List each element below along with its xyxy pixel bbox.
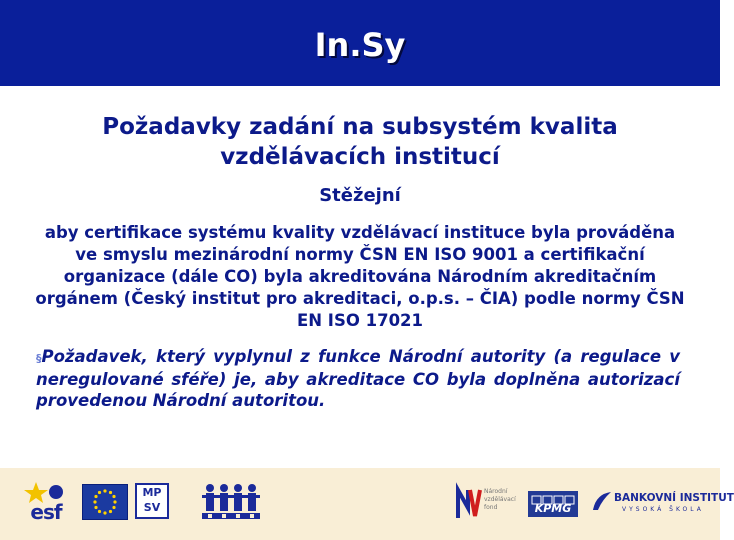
main-paragraph: aby certifikace systému kvality vzdělávací instituce byla prováděna ve smyslu mezinárodní normy ČSN EN ISO 9001 a certifikační organizace (dále CO) byla akreditována Národním akreditačním orgánem (Český institut pro akreditaci, o.p.s. – ČIA) podle normy ČSN EN ISO 17021	[35, 223, 685, 330]
people-icon	[200, 482, 262, 522]
note-bullet: §	[36, 352, 42, 365]
slide-subtitle: Stěžejní	[319, 185, 401, 206]
header-bar	[0, 0, 720, 86]
mpsv-logo	[135, 483, 169, 519]
mpsv-line-2: SV	[143, 501, 161, 514]
kpmg-text: KPMG	[534, 502, 572, 515]
bank-wing-icon	[592, 490, 612, 514]
esf-logo-text: esf	[30, 500, 62, 524]
bankovni-institut-logo	[592, 490, 734, 516]
nvf-mark-icon	[456, 486, 482, 520]
bank-subtitle: VYSOKÁ ŠKOLA	[622, 506, 704, 513]
bank-name: BANKOVNÍ INSTITUT	[614, 492, 734, 504]
kpmg-logo	[528, 491, 578, 517]
esf-logo	[22, 482, 70, 524]
people-logo	[200, 482, 262, 522]
nvf-logo	[456, 486, 536, 522]
nvf-text: Národní vzdělávací fond	[484, 488, 516, 511]
note-text: Požadavek, který vyplynul z funkce Národní autority (a regulace v neregulované sféře) je, aby akreditace CO byla doplněna autorizací provedenou Národní autoritou.	[36, 347, 680, 410]
eu-flag-logo	[82, 484, 128, 520]
slide-title: Požadavky zadání na subsystém kvalita vzdělávacích institucí	[102, 114, 618, 170]
header-title: In.Sy	[314, 26, 406, 64]
note-paragraph	[36, 346, 680, 411]
mpsv-line-1: MP	[142, 486, 162, 499]
eu-stars-icon	[83, 485, 127, 519]
